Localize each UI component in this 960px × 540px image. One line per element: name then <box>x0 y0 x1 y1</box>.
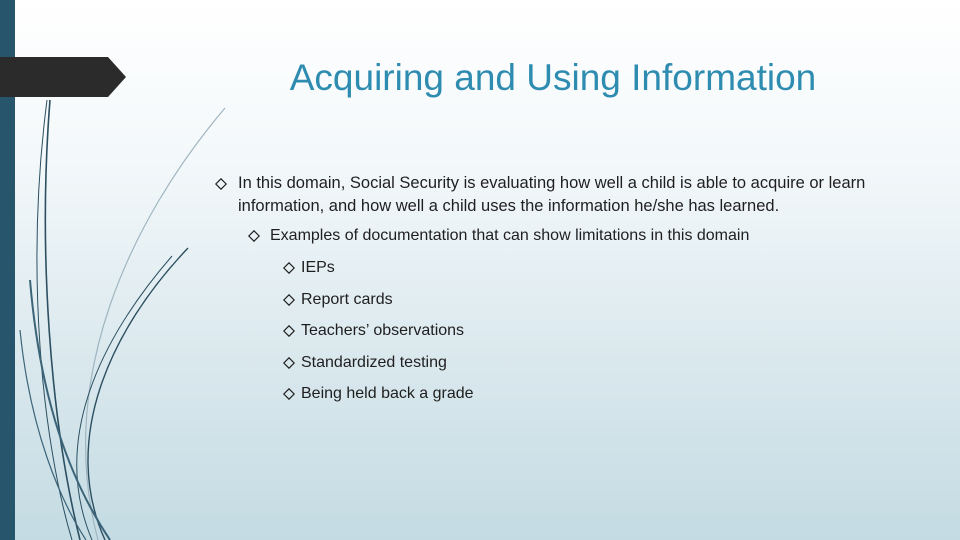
list-item-text: Being held back a grade <box>301 385 474 402</box>
title-accent-tab <box>0 57 126 97</box>
list-item-text: Teachers’ observations <box>301 322 465 339</box>
list-item <box>301 382 701 405</box>
list-item-text: IEPs <box>301 259 335 276</box>
list-item-text: Standardized testing <box>301 354 447 371</box>
diamond-outline-icon <box>283 388 295 400</box>
diamond-outline-icon <box>248 230 260 242</box>
diamond-outline-icon <box>215 178 227 190</box>
list-item-text: Report cards <box>301 291 393 308</box>
slide-title: Acquiring and Using Information <box>289 57 817 98</box>
list-item <box>301 256 701 279</box>
list-item <box>301 351 701 374</box>
bullet-level1-text: In this domain, Social Security is evaluating how well a child is able to acquire or learn information, and how well a child uses the information he/she has learned. <box>238 174 866 215</box>
diamond-outline-icon <box>283 294 295 306</box>
bullet-level2-text: Examples of documentation that can show limitations in this domain <box>270 227 750 244</box>
list-item <box>301 288 701 311</box>
list-item <box>301 319 701 342</box>
diamond-outline-icon <box>283 325 295 337</box>
diamond-outline-icon <box>283 357 295 369</box>
diamond-outline-icon <box>283 262 295 274</box>
bullet-level1 <box>238 172 898 218</box>
bullet-level2 <box>270 224 890 247</box>
